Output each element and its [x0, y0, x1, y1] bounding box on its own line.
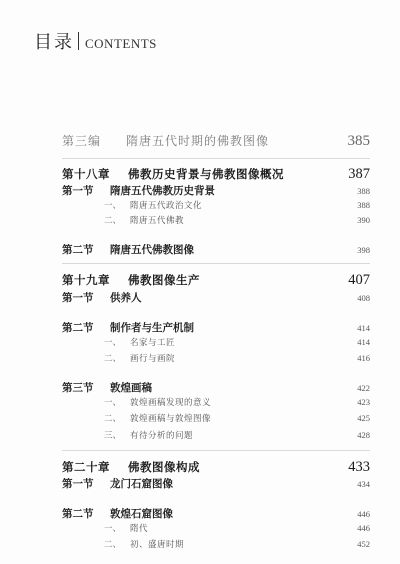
- subsection-page: 446: [357, 523, 370, 533]
- toc-title-en: CONTENTS: [85, 36, 157, 51]
- section-entry[interactable]: [62, 380, 370, 395]
- subsection-title: 隋唐五代政治文化: [130, 201, 203, 211]
- section-title: 隋唐五代佛教图像: [110, 244, 194, 256]
- part-heading[interactable]: [62, 132, 370, 150]
- title-divider: [78, 32, 79, 50]
- chapter-entry[interactable]: [62, 459, 370, 476]
- chapter-label: 第二十章: [62, 460, 110, 474]
- part-page: 385: [347, 133, 370, 149]
- subsection-entry[interactable]: [62, 429, 370, 441]
- section-page: 422: [357, 383, 370, 393]
- subsection-title: 敦煌画稿与敦煌图像: [130, 414, 212, 424]
- subsection-label: 二、: [104, 414, 122, 424]
- chapter-divider: [62, 263, 370, 264]
- part-label: 第三编: [62, 134, 102, 148]
- chapter-label: 第十九章: [62, 273, 110, 287]
- subsection-label: 二、: [104, 540, 122, 550]
- subsection-entry[interactable]: [62, 199, 370, 211]
- subsection-page: 390: [357, 215, 370, 225]
- subsection-entry[interactable]: [62, 538, 370, 550]
- subsection-label: 一、: [104, 398, 122, 408]
- subsection-entry[interactable]: [62, 352, 370, 364]
- toc-header: [34, 28, 157, 54]
- section-page: 434: [357, 479, 370, 489]
- section-title: 敦煌石窟图像: [110, 508, 173, 520]
- subsection-page: 416: [357, 353, 370, 363]
- section-label: 第一节: [62, 478, 94, 490]
- subsection-entry[interactable]: [62, 336, 370, 348]
- section-page: 388: [357, 186, 370, 196]
- section-entry[interactable]: [62, 506, 370, 521]
- subsection-entry[interactable]: [62, 396, 370, 408]
- subsection-label: 一、: [104, 338, 122, 348]
- subsection-title: 隋唐五代佛教: [130, 216, 185, 226]
- chapter-divider: [62, 450, 370, 451]
- chapter-title: 佛教图像构成: [128, 460, 200, 474]
- subsection-label: 三、: [104, 431, 122, 441]
- part-divider: [62, 158, 370, 159]
- subsection-title: 名家与工匠: [130, 338, 176, 348]
- section-entry[interactable]: [62, 242, 370, 257]
- section-label: 第一节: [62, 185, 94, 197]
- section-page: 398: [357, 245, 370, 255]
- section-label: 第一节: [62, 292, 94, 304]
- chapter-label: 第十八章: [62, 167, 110, 181]
- section-entry[interactable]: [62, 476, 370, 491]
- subsection-page: 414: [357, 337, 370, 347]
- chapter-title: 佛教历史背景与佛教图像概况: [128, 167, 284, 181]
- section-entry[interactable]: [62, 290, 370, 305]
- section-entry[interactable]: [62, 183, 370, 198]
- section-page: 408: [357, 293, 370, 303]
- subsection-entry[interactable]: [62, 214, 370, 226]
- subsection-title: 画行与画院: [130, 354, 176, 364]
- subsection-entry[interactable]: [62, 522, 370, 534]
- section-label: 第三节: [62, 382, 94, 394]
- subsection-page: 452: [357, 539, 370, 549]
- section-label: 第二节: [62, 322, 94, 334]
- chapter-page: 387: [348, 166, 370, 182]
- subsection-label: 一、: [104, 524, 122, 534]
- subsection-page: 428: [357, 430, 370, 440]
- chapter-entry[interactable]: [62, 166, 370, 183]
- section-label: 第二节: [62, 508, 94, 520]
- subsection-page: 388: [357, 200, 370, 210]
- subsection-page: 425: [357, 413, 370, 423]
- part-title: 隋唐五代时期的佛教图像: [126, 134, 270, 148]
- section-title: 制作者与生产机制: [110, 322, 194, 334]
- section-title: 供养人: [110, 292, 142, 304]
- subsection-title: 隋代: [130, 524, 149, 534]
- subsection-label: 二、: [104, 216, 122, 226]
- section-title: 龙门石窟图像: [110, 478, 173, 490]
- section-page: 414: [357, 323, 370, 333]
- chapter-title: 佛教图像生产: [128, 273, 200, 287]
- toc-title-cn: 目录: [34, 32, 74, 53]
- subsection-label: 二、: [104, 354, 122, 364]
- subsection-entry[interactable]: [62, 412, 370, 424]
- chapter-page: 433: [348, 459, 370, 475]
- section-title: 敦煌画稿: [110, 382, 152, 394]
- subsection-page: 423: [357, 397, 370, 407]
- subsection-title: 有待分析的问题: [130, 431, 194, 441]
- section-page: 446: [357, 509, 370, 519]
- subsection-title: 初、盛唐时期: [130, 540, 185, 550]
- chapter-entry[interactable]: [62, 272, 370, 289]
- subsection-label: 一、: [104, 201, 122, 211]
- section-entry[interactable]: [62, 320, 370, 335]
- subsection-title: 敦煌画稿发现的意义: [130, 398, 212, 408]
- section-label: 第二节: [62, 244, 94, 256]
- section-title: 隋唐五代佛教历史背景: [110, 185, 215, 197]
- chapter-page: 407: [348, 272, 370, 288]
